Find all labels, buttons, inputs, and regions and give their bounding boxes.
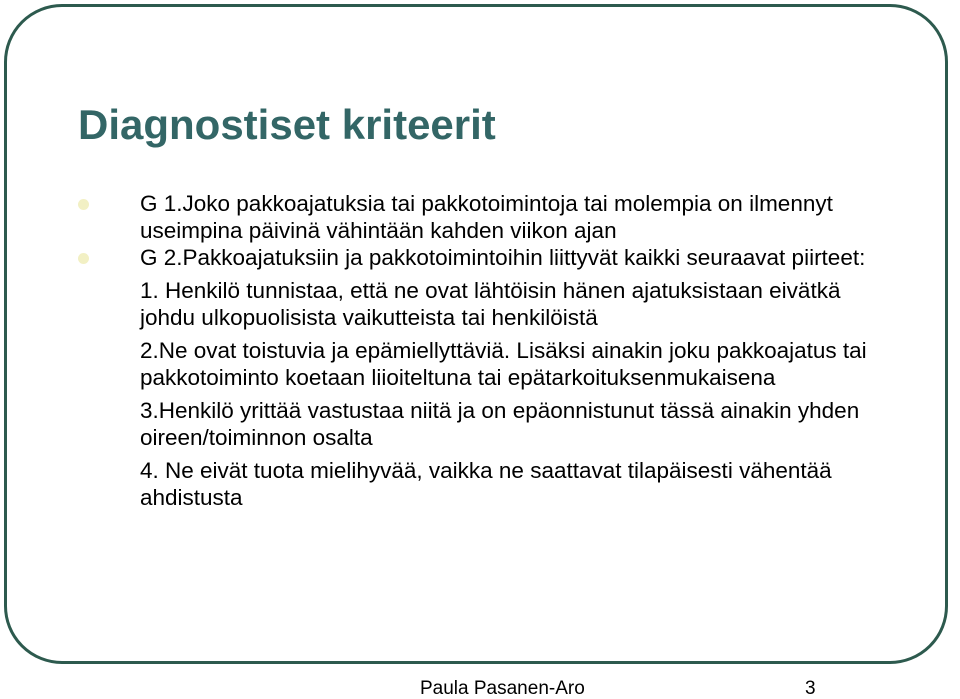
bullet-text: G 1.Joko pakkoajatuksia tai pakkotoimintoja tai molempia on ilmennyt useimpina päivinä vähintään kahden viikon ajan (140, 191, 833, 243)
bullet-dot-icon (78, 199, 89, 210)
bullet-item (140, 244, 900, 271)
bullet-dot-icon (78, 253, 89, 264)
criterion-item: 2.Ne ovat toistuvia ja epämiellyttäviä. Lisäksi ainakin joku pakkoajatus tai pakkotoiminto koetaan liioiteltuna tai epätarkoituksenmukaisena (140, 338, 867, 390)
criterion-item: 3.Henkilö yrittää vastustaa niitä ja on epäonnistunut tässä ainakin yhden oireen/toiminnon osalta (140, 398, 860, 450)
criterion-item: 1. Henkilö tunnistaa, että ne ovat lähtöisin hänen ajatuksistaan eivätkä johdu ulkopuolisista vaikutteista tai henkilöistä (140, 278, 841, 330)
criterion-item: 4. Ne eivät tuota mielihyvää, vaikka ne saattavat tilapäisesti vähentää ahdistusta (140, 458, 832, 510)
bullet-text: G 2.Pakkoajatuksiin ja pakkotoimintoihin liittyvät kaikki seuraavat piirteet: (140, 245, 866, 270)
slide-title: Diagnostiset kriteerit (78, 101, 496, 148)
page-number: 3 (805, 678, 816, 699)
bullet-item (140, 190, 900, 244)
slide-body (140, 190, 900, 511)
footer-author: Paula Pasanen-Aro (420, 678, 585, 699)
